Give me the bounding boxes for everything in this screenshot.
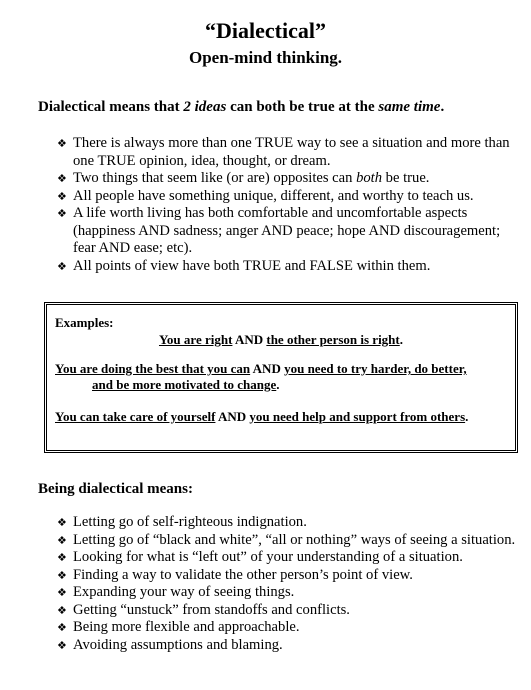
example-3-end: . bbox=[465, 409, 469, 424]
example-2 bbox=[55, 360, 511, 377]
definition-part-2: can both be true at the bbox=[226, 99, 379, 115]
list-item bbox=[57, 188, 525, 206]
example-1 bbox=[47, 331, 515, 348]
list-item bbox=[57, 170, 525, 188]
examples-label: Examples: bbox=[55, 315, 114, 330]
list-item bbox=[57, 532, 517, 550]
diamond-bullet-icon: ❖ bbox=[57, 137, 67, 150]
list-item-text: Getting “unstuck” from standoffs and conflicts. bbox=[73, 601, 350, 618]
example-1-a: You are right bbox=[158, 332, 233, 347]
page-title: “Dialectical” bbox=[205, 18, 326, 43]
list-item bbox=[57, 584, 517, 602]
list-item-text: Two things that seem like (or are) opposites can bbox=[73, 170, 357, 186]
diamond-bullet-icon: ❖ bbox=[57, 533, 67, 547]
definition-sentence bbox=[38, 97, 518, 117]
example-1-b: the other person is right bbox=[266, 332, 400, 347]
list-item-text: Being more flexible and approachable. bbox=[73, 619, 300, 635]
diamond-bullet-icon: ❖ bbox=[57, 586, 67, 599]
list-item-text: Letting go of “black and white”, “all or nothing” ways of seeing a situation. bbox=[73, 531, 516, 548]
definition-part-1: Dialectical means that bbox=[38, 99, 184, 115]
example-3-a: You can take care of yourself bbox=[55, 409, 216, 424]
example-2-continued bbox=[92, 376, 512, 393]
diamond-bullet-icon: ❖ bbox=[57, 603, 67, 617]
list-item-text: There is always more than one TRUE way to see a situation and more than one TRUE opinion, idea, thought, or dream. bbox=[73, 135, 510, 169]
definition-emphasis-2: same time bbox=[378, 99, 441, 115]
list-item bbox=[57, 549, 517, 567]
list-item bbox=[57, 205, 525, 258]
examples-box bbox=[44, 302, 518, 453]
example-2-a: You are doing the best that you can bbox=[55, 361, 251, 376]
list-item bbox=[57, 637, 517, 655]
list-item-text: Looking for what is “left out” of your understanding of a situation. bbox=[73, 549, 463, 565]
definition-part-3: . bbox=[440, 99, 445, 115]
list-item-text: be true. bbox=[382, 170, 430, 186]
list-item bbox=[57, 619, 517, 637]
list-item-text: Letting go of self-righteous indignation. bbox=[73, 514, 307, 530]
example-3-and: AND bbox=[215, 409, 250, 424]
example-2-c: and be more motivated to change bbox=[92, 377, 277, 392]
list-item-text: A life worth living has both comfortable and uncomfortable aspects (happiness AND sadness; anger AND peace; hope AND discouragement; fear AND ease; etc). bbox=[73, 205, 501, 256]
list-item bbox=[57, 567, 517, 585]
example-2-and: AND bbox=[250, 361, 285, 376]
truths-list bbox=[57, 135, 525, 275]
diamond-bullet-icon: ❖ bbox=[57, 516, 67, 529]
example-3 bbox=[55, 408, 511, 425]
list-item-text: Expanding your way of seeing things. bbox=[73, 584, 295, 600]
example-2-b: you need to try harder, do better, bbox=[284, 361, 467, 376]
list-item-text: Finding a way to validate the other person’s point of view. bbox=[73, 566, 413, 583]
diamond-bullet-icon: ❖ bbox=[57, 259, 67, 273]
list-item bbox=[57, 258, 525, 276]
list-item-text: All points of view have both TRUE and FALSE within them. bbox=[73, 257, 431, 274]
example-2-end: . bbox=[276, 377, 280, 392]
example-3-b: you need help and support from others bbox=[249, 409, 466, 424]
diamond-bullet-icon: ❖ bbox=[57, 568, 67, 582]
page-subtitle: Open-mind thinking. bbox=[188, 48, 343, 67]
list-item-text: Avoiding assumptions and blaming. bbox=[73, 636, 283, 653]
diamond-bullet-icon: ❖ bbox=[57, 551, 67, 564]
example-1-and: AND bbox=[232, 332, 267, 347]
being-dialectical-list bbox=[57, 514, 517, 654]
diamond-bullet-icon: ❖ bbox=[57, 189, 67, 203]
example-1-end: . bbox=[399, 332, 403, 347]
diamond-bullet-icon: ❖ bbox=[57, 638, 67, 652]
list-item-text: All people have something unique, different, and worthy to teach us. bbox=[73, 187, 474, 204]
diamond-bullet-icon: ❖ bbox=[57, 172, 67, 185]
section-heading: Being dialectical means: bbox=[38, 481, 193, 497]
list-item bbox=[57, 514, 517, 532]
definition-emphasis-1: 2 ideas bbox=[183, 99, 227, 115]
list-item bbox=[57, 602, 517, 620]
diamond-bullet-icon: ❖ bbox=[57, 621, 67, 634]
list-item bbox=[57, 135, 525, 170]
list-item-emphasis: both bbox=[356, 170, 383, 186]
diamond-bullet-icon: ❖ bbox=[57, 207, 67, 220]
